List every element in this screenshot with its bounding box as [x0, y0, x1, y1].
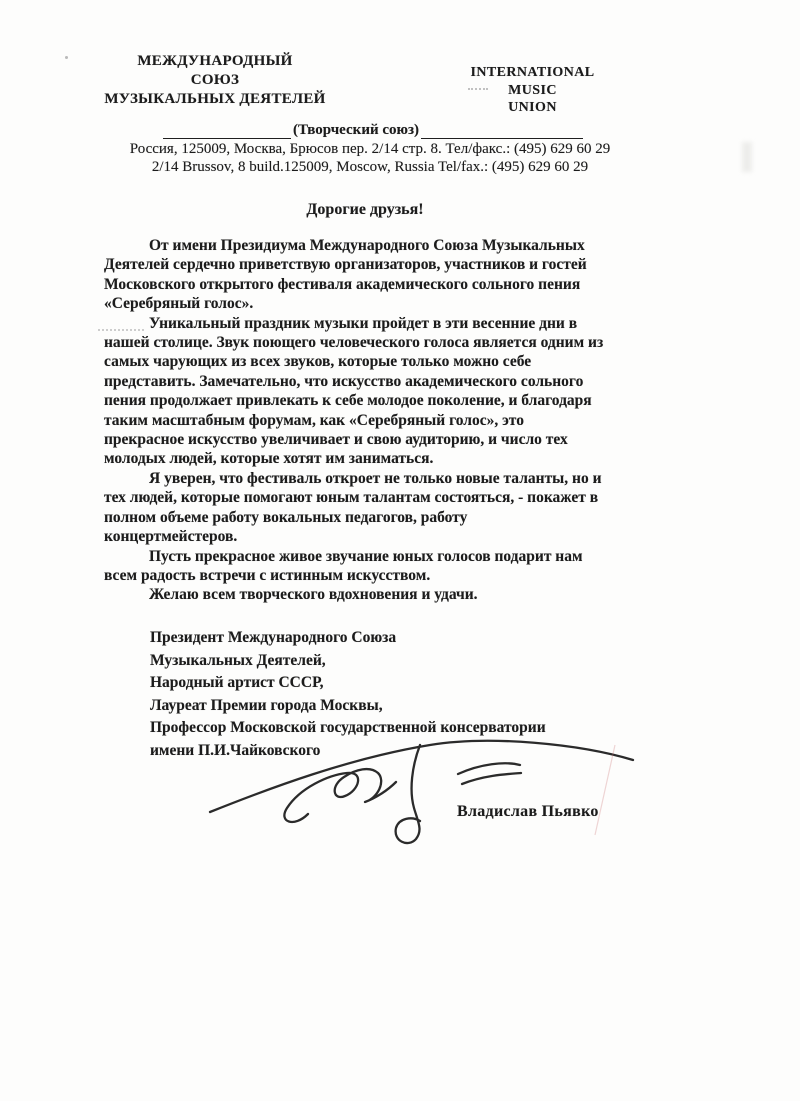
signature-title-line: имени П.И.Чайковского [150, 741, 321, 759]
scan-dash-artifact [468, 88, 488, 90]
paragraph: Я уверен, что фестиваль откроет не только новые таланты, но и тех людей, которые помогают юным талантам состояться, - покажет в полном объеме работу вокальных педагогов, работу концертмейстеров. [104, 469, 602, 546]
salutation: Дорогие друзья! [306, 201, 424, 218]
org-ru-line3: МУЗЫКАЛЬНЫХ ДЕЯТЕЛЕЙ [104, 91, 326, 107]
scan-margin-dashes [98, 329, 144, 331]
paragraph: От имени Президиума Международного Союза Музыкальных Деятелей сердечно приветствую организаторов, участников и гостей Московского открытого фестиваля академического сольного пения «Серебряный голос». [104, 237, 587, 313]
org-en-line2: MUSIC [508, 82, 557, 98]
signature-title-line: Лауреат Премии города Москвы, [150, 696, 383, 714]
scan-smudge [742, 142, 752, 172]
paragraph: Пусть прекрасное живое звучание юных голосов подарит нам всем радость встречи с истинным искусством. [104, 547, 583, 584]
org-en-line1: INTERNATIONAL [470, 65, 595, 80]
creative-union-line [163, 121, 583, 139]
paragraph: Желаю всем творческого вдохновения и удачи. [149, 586, 478, 604]
org-ru-line1: МЕЖДУНАРОДНЫЙ [137, 53, 293, 69]
org-en-line3: UNION [508, 100, 557, 115]
signature-title-line: Музыкальных Деятелей, [150, 651, 326, 669]
signature-title-line: Народный артист СССР, [150, 674, 324, 692]
creative-union-label: (Творческий союз) [293, 122, 419, 138]
handwritten-signature [190, 718, 670, 858]
letter-body [104, 236, 604, 605]
paragraph: Уникальный праздник музыки пройдет в эти весенние дни в нашей столице. Звук поющего человеческого голоса является одним из самых чарующих из всех звуков, которые только можно себе представить. Замечательно, что искусство академического сольного пения продолжает привлекать к себе молодое поколение, и благодаря таким масштабным форумам, как «Серебряный голос», это прекрасное искусство увеличивает и свою аудиторию, и число тех молодых людей, которые хотят им заниматься. [104, 314, 604, 468]
signature-title-line: Профессор Московской государственной консерватории [150, 719, 546, 737]
org-name-english [465, 64, 600, 117]
org-name-russian [100, 52, 330, 109]
signature-title-line: Президент Международного Союза [150, 629, 397, 646]
signee-name: Владислав Пьявко [457, 803, 599, 820]
right-underscore-rule [421, 121, 583, 139]
address-english: 2/14 Brussov, 8 build.125009, Moscow, Russia Tel/fax.: (495) 629 60 29 [151, 158, 589, 175]
org-ru-line2: СОЮЗ [190, 72, 240, 88]
scan-speck [65, 56, 68, 59]
address-block [100, 141, 640, 176]
left-underscore-rule [163, 121, 291, 139]
address-russian: Россия, 125009, Москва, Брюсов пер. 2/14 стр. 8. Тел/факс.: (495) 629 60 29 [129, 141, 611, 157]
